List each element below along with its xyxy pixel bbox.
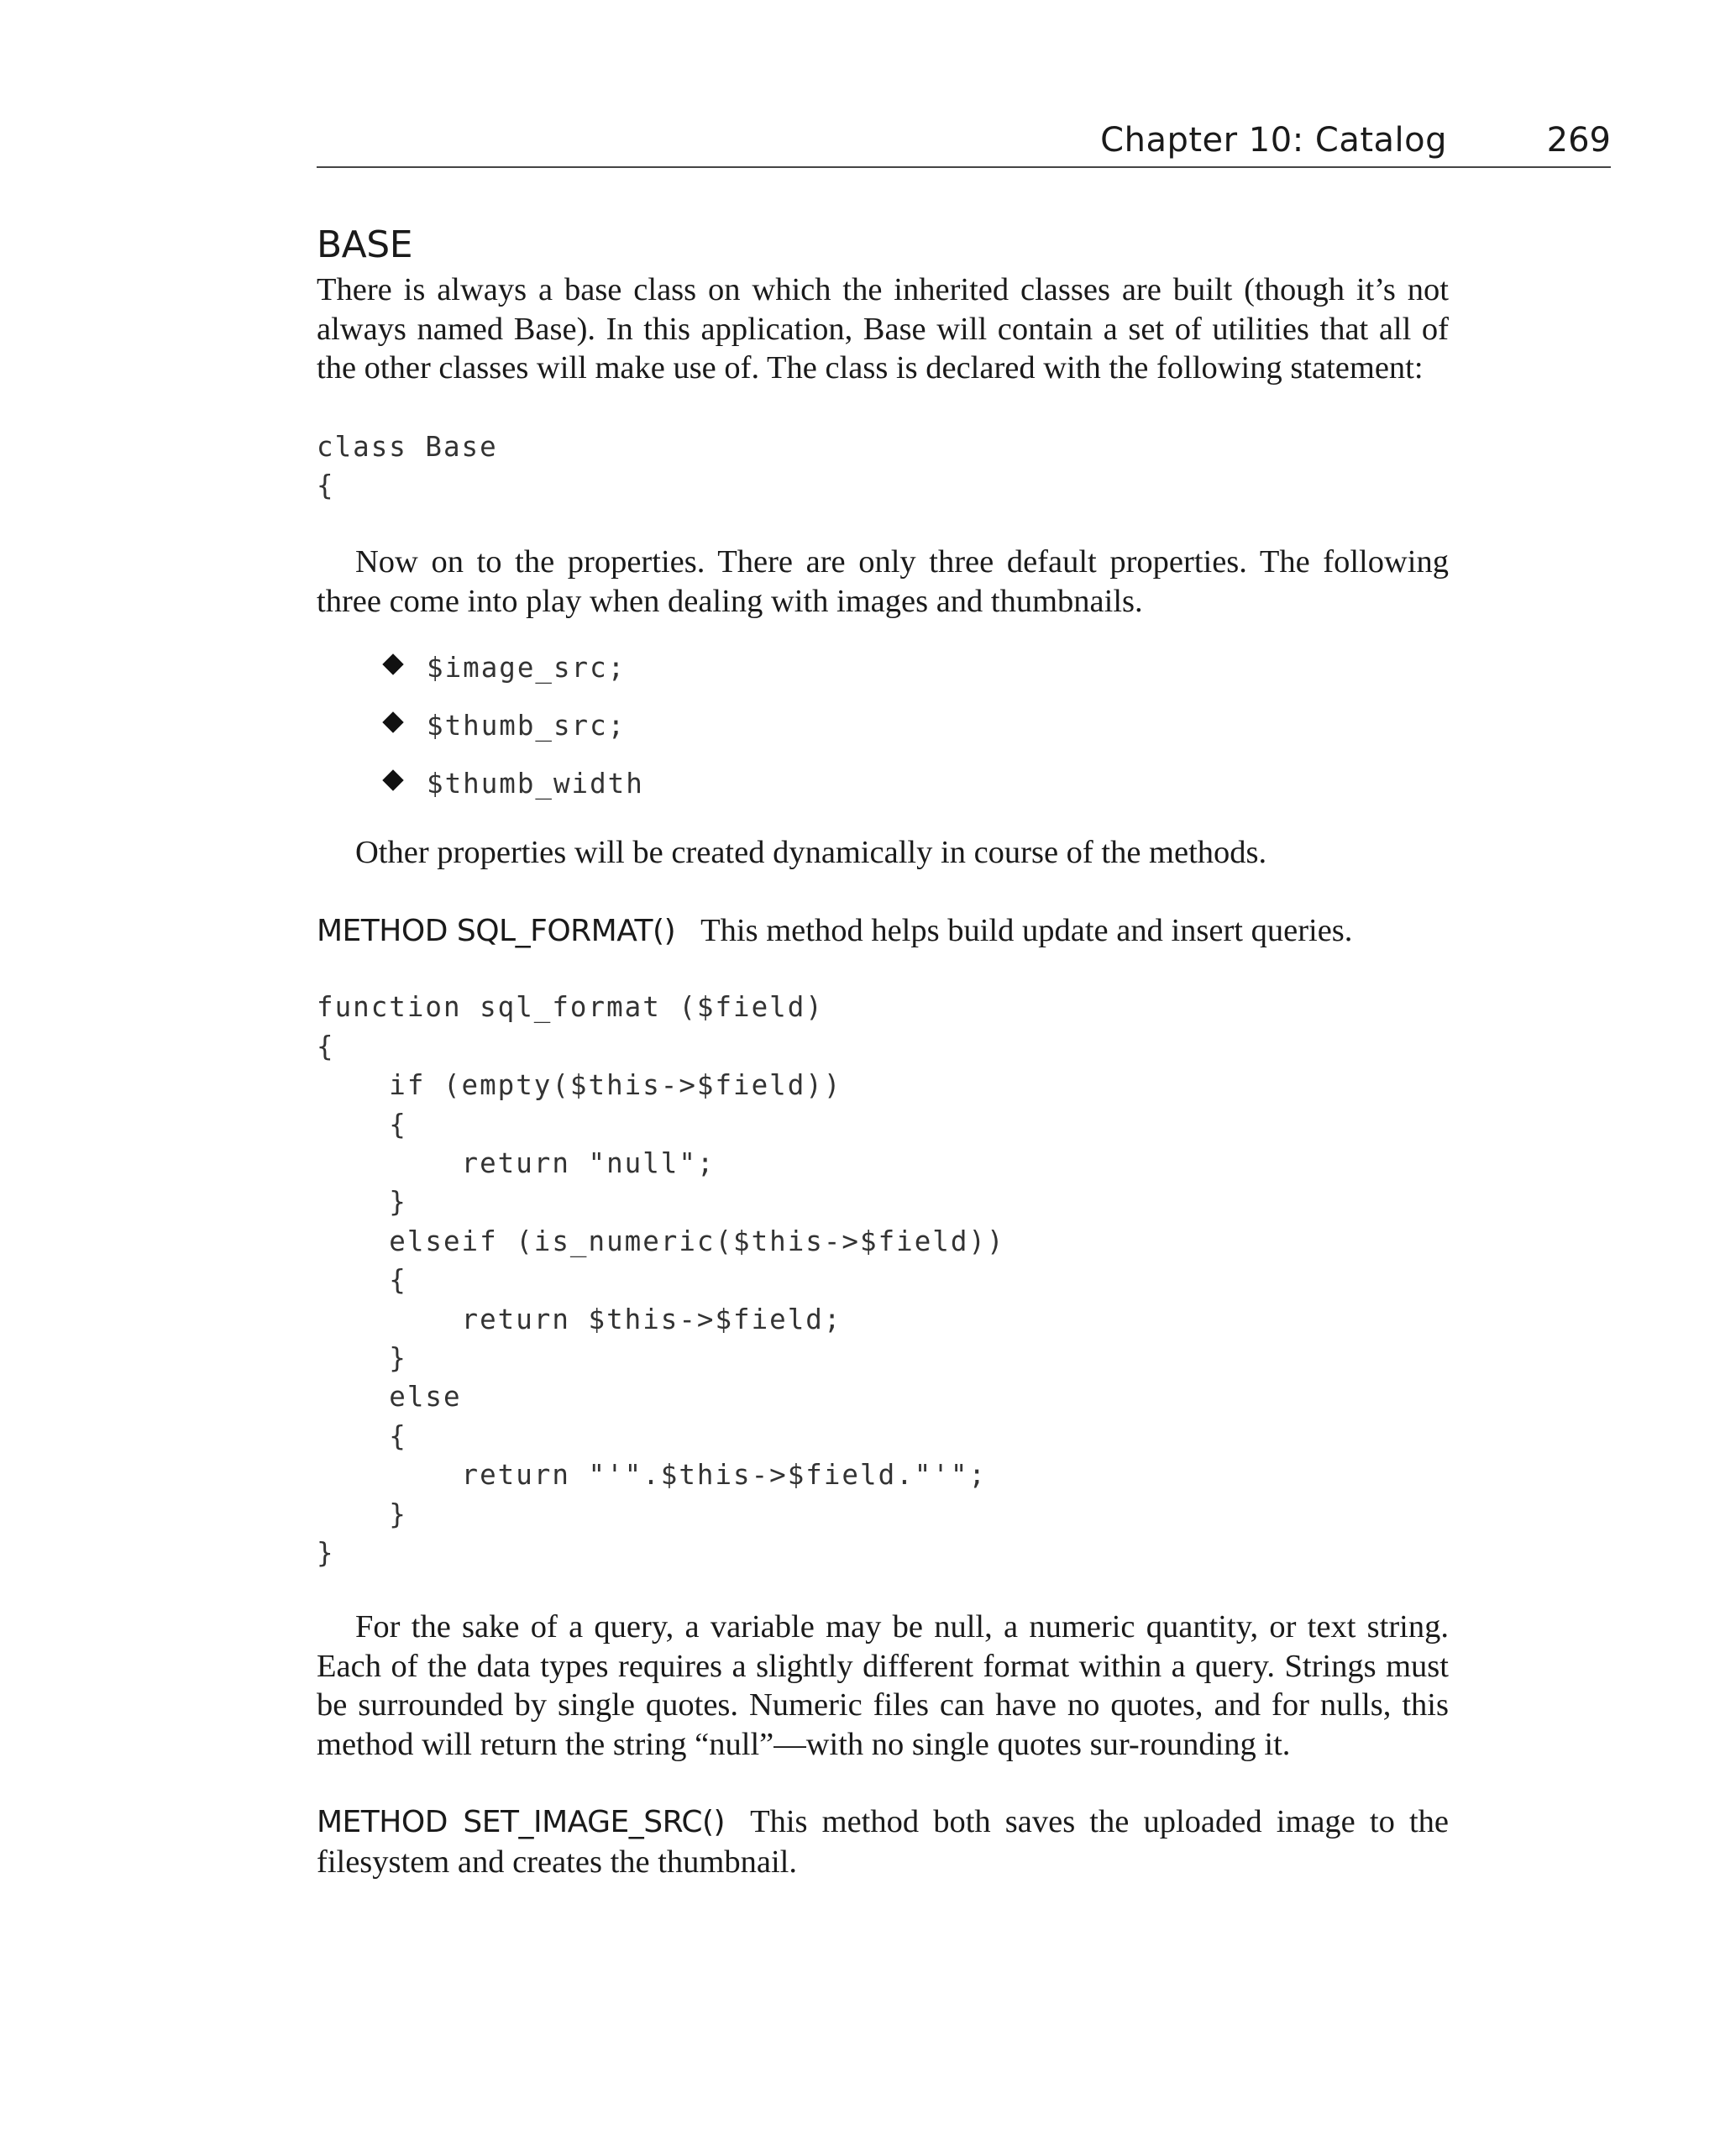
diamond-bullet-icon — [382, 654, 403, 675]
list-item: $thumb_src; — [317, 697, 1449, 755]
sql-format-explanation: For the sake of a query, a variable may be null, a numeric quantity, or text string. Each of the data types requires a slightly different format within a query. Strings must be surrounded by single quotes. Numeric files can have no quotes, and for nulls, this method will return the string “null”—with no single quotes sur-rounding it. — [317, 1609, 1449, 1762]
list-item: $image_src; — [317, 639, 1449, 697]
method-description: This method helps build update and insert queries. — [700, 912, 1353, 948]
section-heading: BASE — [317, 223, 413, 266]
diamond-bullet-icon — [382, 712, 403, 733]
properties-list — [317, 639, 1449, 813]
list-item: $thumb_width — [317, 755, 1449, 813]
method-description: This method both saves the uploaded image to the filesystem and creates the thumbnail. — [317, 1804, 1449, 1880]
page-number: 269 — [1546, 121, 1611, 160]
properties-outro-paragraph: Other properties will be created dynamically in course of the methods. — [355, 835, 1267, 871]
class-declaration-code: class Base { — [317, 430, 498, 501]
method-heading: METHOD SQL_FORMAT() — [317, 913, 676, 948]
method-heading: METHOD SET_IMAGE_SRC() — [317, 1805, 726, 1840]
sql-format-code: function sql_format ($field) { if (empty($this->$field)) { return "null"; } elseif (is_numeric($this->$field)) { return $this->$field; } else { return "'".$this->$field."'"; } } — [317, 991, 1005, 1569]
diamond-bullet-icon — [382, 770, 403, 791]
method-sql-format-intro — [317, 911, 1449, 952]
properties-intro-paragraph: Now on to the properties. There are only three default properties. The following three come into play when dealing with images and thumbnails. — [317, 544, 1449, 619]
chapter-title: Chapter 10: Catalog — [1100, 121, 1447, 160]
method-set-image-src-intro — [317, 1802, 1449, 1881]
running-head — [317, 116, 1611, 168]
page-body — [317, 220, 1449, 1881]
intro-paragraph: There is always a base class on which the inherited classes are built (though it’s not always named Base). In this application, Base will contain a set of utilities that all of the other classes will make use of. The class is declared with the following statement: — [317, 272, 1449, 386]
